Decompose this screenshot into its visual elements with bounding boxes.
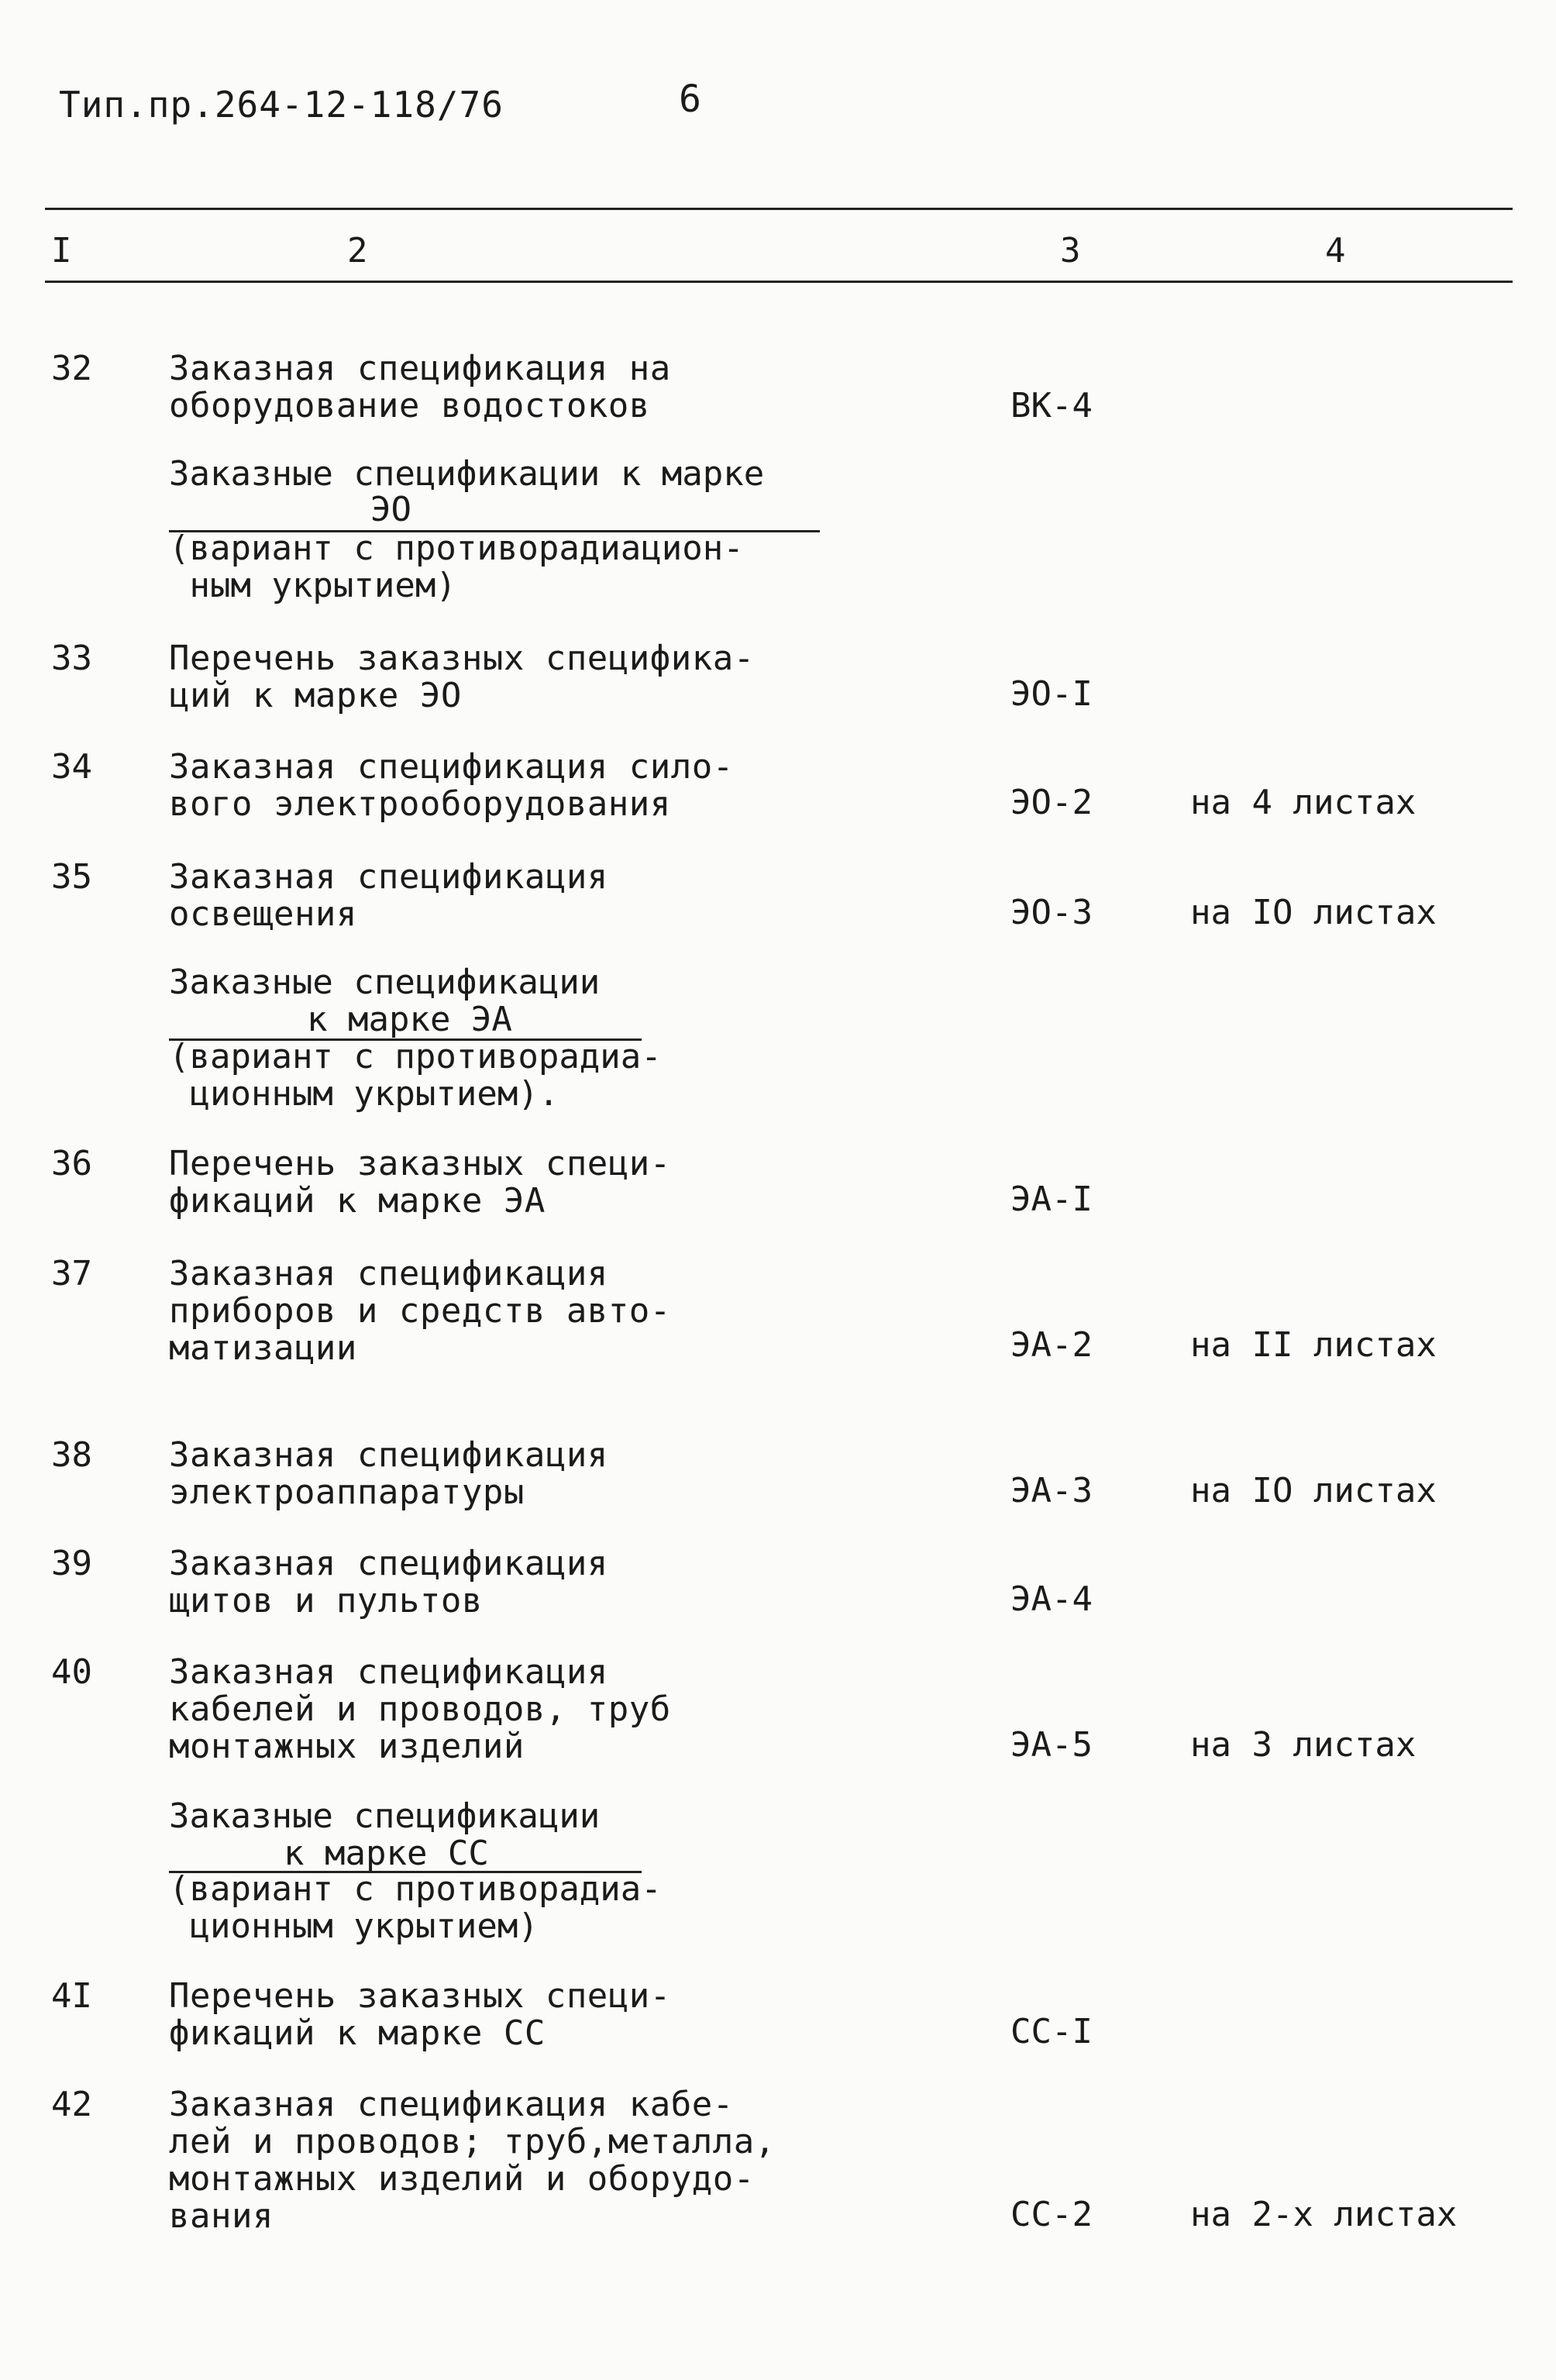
row-description: Заказная спецификация сило- вого электрооборудования (169, 747, 734, 824)
row-code: ВК-4 (1010, 386, 1093, 425)
row-code: ЭО-3 (1010, 893, 1093, 932)
page-number: 6 (679, 77, 701, 121)
column-header-3: 3 (1060, 231, 1081, 270)
row-sheets: на 2-х листах (1190, 2195, 1458, 2234)
row-code: ЭО-2 (1010, 783, 1093, 822)
row-code: ЭА-I (1010, 1180, 1093, 1219)
row-sheets: на 3 листах (1190, 1725, 1417, 1765)
row-description: Перечень заказных специ- фикаций к марке СС (169, 1976, 671, 2053)
row-code: СС-2 (1010, 2195, 1093, 2234)
row-code: СС-I (1010, 2012, 1093, 2051)
row-description: Заказная спецификация освещения (169, 857, 608, 934)
row-sheets: на II листах (1190, 1325, 1437, 1365)
row-code: ЭА-4 (1010, 1579, 1093, 1619)
section-title: Заказные спецификации (169, 963, 601, 1002)
row-code: ЭО-I (1010, 674, 1093, 714)
row-code: ЭА-3 (1010, 1471, 1093, 1510)
row-description: Перечень заказных спецификa- ций к марке ЭО (169, 639, 755, 715)
row-number: 4I (51, 1976, 92, 2016)
column-header-1: I (51, 231, 72, 270)
row-description: Заказная спецификация электроаппаратуры (169, 1435, 608, 1512)
section-mark: ЭО (370, 490, 411, 529)
table-top-rule (45, 208, 1513, 210)
column-header-4: 4 (1325, 231, 1346, 270)
row-number: 35 (51, 857, 92, 897)
row-number: 36 (51, 1144, 92, 1183)
row-description: Заказная спецификация кабе- лей и проводов; труб,металла, монтажных изделий и оборудо- вания (169, 2085, 776, 2236)
row-description: Заказная спецификация приборов и средств авто- матизации (169, 1254, 671, 1368)
section-mark: к марке ЭА (307, 1000, 512, 1039)
section-title: Заказные спецификации к марке (169, 454, 765, 494)
row-number: 39 (51, 1544, 92, 1583)
section-note: (вариант с противорадиа- ционным укрытием) (169, 1869, 662, 1946)
row-sheets: на IO листах (1190, 893, 1437, 932)
row-code: ЭА-5 (1010, 1725, 1093, 1765)
document-reference: Тип.пр.264-12-118/76 (59, 84, 504, 126)
row-number: 37 (51, 1254, 92, 1293)
row-number: 40 (51, 1652, 92, 1692)
table-header-rule (45, 281, 1513, 283)
row-number: 34 (51, 747, 92, 787)
section-title: Заказные спецификации (169, 1796, 601, 1836)
row-description: Заказная спецификация щитов и пультов (169, 1544, 608, 1621)
row-description: Перечень заказных специ- фикаций к марке ЭА (169, 1144, 671, 1221)
row-number: 42 (51, 2085, 92, 2124)
row-sheets: на 4 листах (1190, 783, 1417, 822)
row-sheets: на IO листах (1190, 1471, 1437, 1510)
section-note: (вариант с противорадиацион- ным укрытием) (169, 529, 744, 605)
row-description: Заказная спецификация кабелей и проводов, труб монтажных изделий (169, 1652, 671, 1766)
column-header-2: 2 (347, 231, 368, 270)
row-number: 32 (51, 349, 92, 388)
row-code: ЭА-2 (1010, 1325, 1093, 1365)
section-mark: к марке СС (284, 1834, 489, 1873)
row-number: 38 (51, 1435, 92, 1475)
row-description: Заказная спецификация на оборудование водостоков (169, 349, 671, 425)
row-number: 33 (51, 639, 92, 678)
section-note: (вариант с противорадиа- ционным укрытием). (169, 1037, 662, 1114)
